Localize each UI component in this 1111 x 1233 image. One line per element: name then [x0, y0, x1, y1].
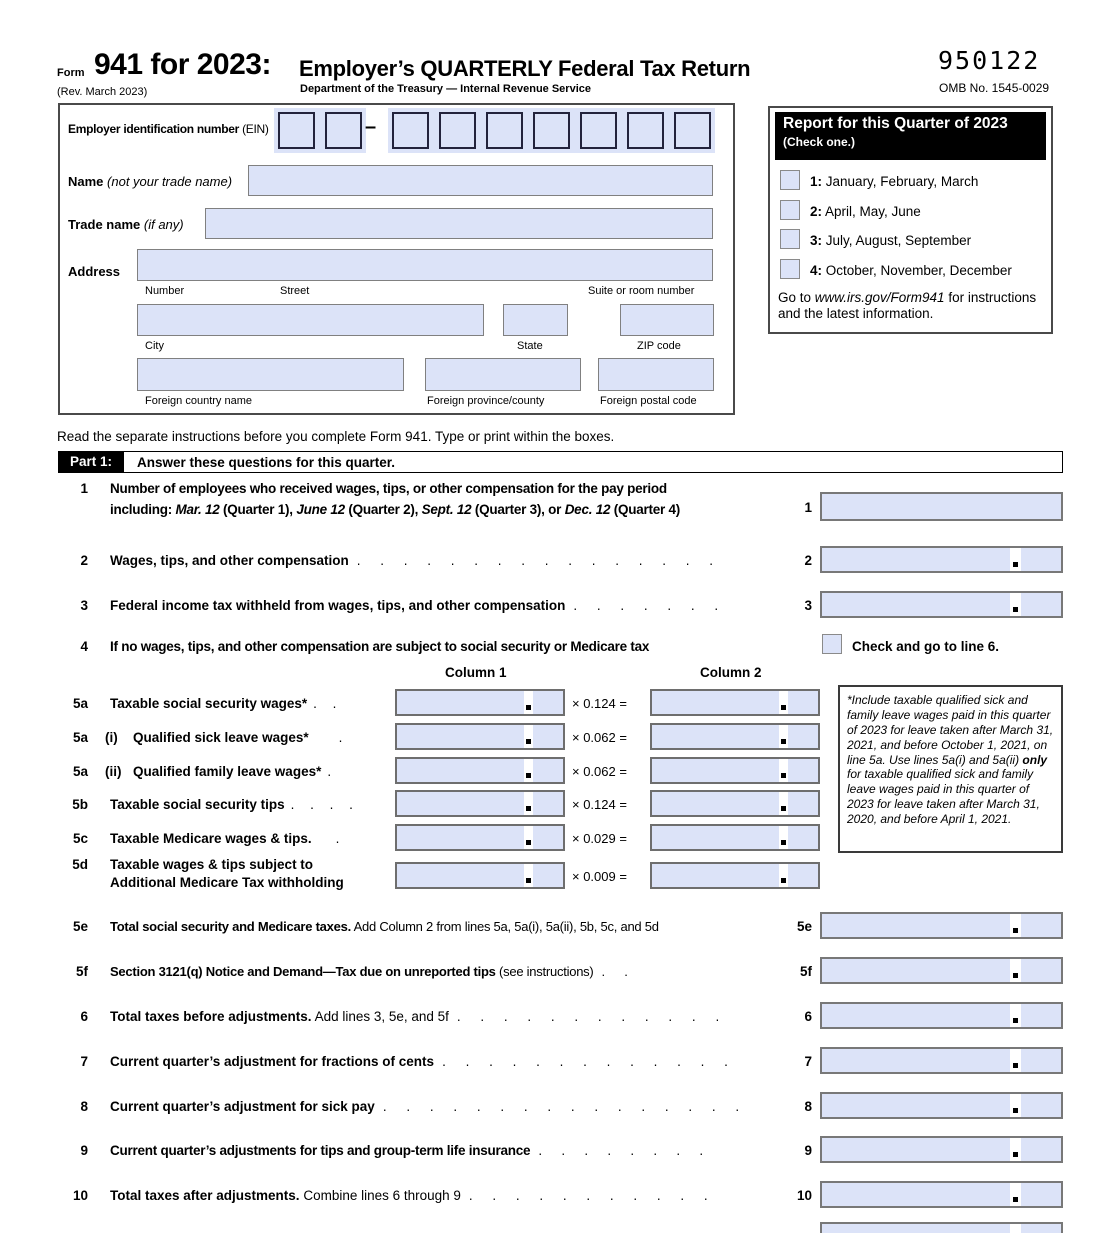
line1-text-row1: Number of employees who received wages, tips, or other compensation for the pay period — [110, 481, 667, 496]
decimal-point — [1013, 562, 1018, 567]
form-code: 950122 — [938, 46, 1041, 75]
line8-num: 8 — [80, 1099, 88, 1114]
address-sub-street: Street — [280, 285, 310, 297]
line6-num: 6 — [80, 1009, 88, 1024]
decimal-point — [1013, 1063, 1018, 1068]
line8-text — [110, 1099, 739, 1114]
ein-digit-box[interactable] — [533, 112, 570, 149]
line9-label: Current quarter’s adjustments for tips and group-term life insurance — [110, 1143, 531, 1158]
line10-label-rest: Combine lines 6 through 9 — [299, 1188, 461, 1203]
line5b-mult: × 0.124 = — [572, 797, 627, 812]
line5c-mult: × 0.029 = — [572, 831, 627, 846]
column1-header: Column 1 — [445, 665, 507, 680]
quarter-goto-text — [778, 290, 1046, 323]
form-title: Employer’s QUARTERLY Federal Tax Return — [299, 56, 751, 81]
line7-dots: . . . . . . . . . . . . . — [442, 1054, 728, 1069]
quarter-4-num: 4: — [810, 263, 823, 278]
cents-divider — [1010, 548, 1021, 571]
line1-num: 1 — [80, 481, 88, 496]
form-rev: (Rev. March 2023) — [57, 86, 148, 98]
line3-ref: 3 — [804, 598, 812, 613]
line5c-col2-field[interactable] — [650, 824, 820, 851]
line5a-dots: . . — [313, 696, 337, 711]
line2-text — [110, 553, 713, 568]
line5ai-text — [133, 730, 342, 745]
ein-digit-box[interactable] — [580, 112, 617, 149]
foreign-country-field[interactable] — [137, 358, 404, 391]
line5ai-dots: . — [338, 730, 343, 745]
column2-header: Column 2 — [700, 665, 762, 680]
line7-num: 7 — [80, 1054, 88, 1069]
decimal-point — [1013, 1197, 1018, 1202]
decimal-point — [1013, 1108, 1018, 1113]
line6-ref: 6 — [804, 1009, 812, 1024]
line4-checkbox[interactable] — [822, 634, 842, 654]
line5c-text — [110, 831, 339, 846]
line5e-num: 5e — [72, 919, 88, 934]
line5a-label: Taxable social security wages* — [110, 696, 308, 711]
foreign-postal-sublabel: Foreign postal code — [600, 395, 697, 407]
line9-text — [110, 1143, 703, 1158]
ein-digit-box[interactable] — [439, 112, 476, 149]
decimal-point — [526, 773, 531, 778]
ein-label-paren: (EIN) — [239, 122, 269, 136]
address-street-field[interactable] — [137, 249, 713, 281]
city-field[interactable] — [137, 304, 484, 336]
ein-dash: – — [365, 116, 377, 138]
line5b-col1-field[interactable] — [395, 790, 565, 817]
quarter-3-num: 3: — [810, 233, 823, 248]
ein-digit-box[interactable] — [278, 112, 315, 149]
line5c-dots: . — [335, 831, 340, 846]
line2-label: Wages, tips, and other compensation — [110, 553, 349, 568]
quarter-2-label: April, May, June — [825, 204, 921, 219]
quarter-panel-title: Report for this Quarter of 2023 — [783, 115, 1008, 132]
line5d-mult: × 0.009 = — [572, 869, 627, 884]
quarter-panel-subtitle: (Check one.) — [783, 135, 856, 149]
line10-amount-field[interactable] — [820, 1181, 1063, 1208]
read-instructions-text: Read the separate instructions before you complete Form 941. Type or print within the boxes. — [57, 429, 615, 444]
footnote-post: for taxable qualified sick and family leave wages paid in this quarter of 2023 for leave taken after March 31, 2020, and before April 1, 2021. — [847, 767, 1040, 826]
ein-digit-box[interactable] — [392, 112, 429, 149]
quarter-3-label: July, August, September — [825, 233, 972, 248]
decimal-point — [781, 773, 786, 778]
line6-label-rest: Add lines 3, 5e, and 5f — [311, 1009, 449, 1024]
line8-amount-field[interactable] — [820, 1092, 1063, 1119]
decimal-point — [1013, 607, 1018, 612]
line10-num: 10 — [72, 1188, 88, 1203]
line5e-amount-field[interactable] — [820, 912, 1063, 939]
quarter-4-label: October, November, December — [825, 263, 1012, 278]
line9-num: 9 — [80, 1143, 88, 1158]
line5aii-mult: × 0.062 = — [572, 764, 627, 779]
line1-text-row2 — [110, 502, 680, 517]
ein-digit-box[interactable] — [486, 112, 523, 149]
cents-divider — [1010, 593, 1021, 616]
line5b-label: Taxable social security tips — [110, 797, 285, 812]
line5e-text — [110, 919, 659, 934]
line5aii-col2-field[interactable] — [650, 757, 820, 784]
decimal-point — [781, 878, 786, 883]
line4-check-label: Check and go to line 6. — [852, 639, 1000, 654]
goto-pre: Go to — [778, 290, 815, 305]
line1-i1: Mar. 12 — [175, 502, 220, 517]
line8-ref: 8 — [804, 1099, 812, 1114]
cents-divider — [779, 792, 788, 815]
line5a-col1-field[interactable] — [395, 689, 565, 716]
decimal-point — [526, 705, 531, 710]
cents-divider — [1010, 914, 1021, 937]
decimal-point — [1013, 1018, 1018, 1023]
line2-ref: 2 — [804, 553, 812, 568]
ein-label — [68, 122, 269, 136]
line5ai-mult: × 0.062 = — [572, 730, 627, 745]
quarter-2-checkbox[interactable] — [780, 200, 800, 220]
foreign-province-field[interactable] — [425, 358, 581, 391]
decimal-point — [1013, 928, 1018, 933]
line5aii-col1-field[interactable] — [395, 757, 565, 784]
cents-divider — [1010, 1183, 1021, 1206]
line1-p3: (Quarter 3), or — [471, 502, 565, 517]
cents-divider — [1010, 1049, 1021, 1072]
line5e-ref: 5e — [796, 919, 812, 934]
line5d-num: 5d — [72, 857, 88, 872]
line5a-num: 5a — [72, 696, 88, 711]
line6-label-bold: Total taxes before adjustments. — [110, 1009, 312, 1024]
ein-digit-box[interactable] — [674, 112, 711, 149]
state-field[interactable] — [503, 304, 568, 336]
line10-dots: . . . . . . . . . . . — [468, 1188, 708, 1203]
decimal-point — [1013, 1152, 1018, 1157]
decimal-point — [781, 705, 786, 710]
zip-field[interactable] — [620, 304, 714, 336]
address-sub-suite: Suite or room number — [588, 285, 695, 297]
line2-amount-field[interactable] — [820, 546, 1063, 573]
line10-label-bold: Total taxes after adjustments. — [110, 1188, 300, 1203]
decimal-point — [781, 806, 786, 811]
line2-num: 2 — [80, 553, 88, 568]
line11-amount-field-partial[interactable] — [820, 1222, 1063, 1233]
line5aii-dots: . — [327, 764, 332, 779]
quarter-1-num: 1: — [810, 174, 823, 189]
cents-divider — [524, 725, 533, 748]
line5d-col1-field[interactable] — [395, 862, 565, 889]
name-label-bold: Name — [68, 174, 104, 189]
line5d-label1: Taxable wages & tips subject to — [110, 857, 314, 872]
cents-divider — [1010, 1094, 1021, 1117]
footnote-pre: *Include taxable qualified sick and family leave wages paid in this quarter of 2023 for leave taken after March 31, 2021, and before October 1, 2021, on line 5a. Use lines 5a(i) and 5a(ii) — [847, 693, 1054, 767]
address-sub-number: Number — [145, 285, 185, 297]
decimal-point — [526, 739, 531, 744]
cents-divider — [1010, 1138, 1021, 1161]
omb-number: OMB No. 1545-0029 — [939, 81, 1050, 95]
line1-i2: June 12 — [296, 502, 345, 517]
ein-field-group1 — [274, 108, 366, 153]
line5ai-col1-field[interactable] — [395, 723, 565, 750]
line5f-amount-field[interactable] — [820, 957, 1063, 984]
line5a-footnote — [838, 685, 1063, 853]
foreign-postal-field[interactable] — [598, 358, 714, 391]
name-field[interactable] — [248, 165, 713, 196]
cents-divider — [524, 864, 533, 887]
line5e-label-rest: Add Column 2 from lines 5a, 5a(i), 5a(ii), 5b, 5c, and 5d — [350, 919, 659, 934]
ein-digit-box[interactable] — [627, 112, 664, 149]
line5f-text — [110, 964, 628, 979]
cents-divider — [779, 725, 788, 748]
line5b-text — [110, 797, 353, 812]
quarter-1-option — [810, 174, 978, 189]
goto-post: for instructions and the latest information. — [778, 290, 1037, 322]
line5c-label: Taxable Medicare wages & tips. — [110, 831, 312, 846]
quarter-1-label: January, February, March — [825, 174, 979, 189]
line2-dots: . . . . . . . . . . . . . . . . — [356, 553, 714, 568]
city-sublabel: City — [145, 340, 164, 352]
quarter-4-option — [810, 263, 1012, 278]
quarter-3-checkbox[interactable] — [780, 229, 800, 249]
form-word: Form — [57, 67, 85, 79]
line5ai-col2-field[interactable] — [650, 723, 820, 750]
name-label — [68, 174, 232, 189]
line8-dots: . . . . . . . . . . . . . . . . — [382, 1099, 740, 1114]
line4-num: 4 — [80, 639, 88, 654]
line5aii-text — [133, 764, 331, 779]
line5d-col2-field[interactable] — [650, 862, 820, 889]
decimal-point — [781, 840, 786, 845]
ein-digit-box[interactable] — [325, 112, 362, 149]
line5ai-num: 5a — [72, 730, 88, 745]
line5f-dots: . . — [601, 964, 628, 979]
line5f-label-rest: (see instructions) — [495, 964, 594, 979]
line5aii-num: 5a — [72, 764, 88, 779]
foreign-country-sublabel: Foreign country name — [145, 395, 252, 407]
line5a-col2-field[interactable] — [650, 689, 820, 716]
cents-divider — [779, 864, 788, 887]
cents-divider — [779, 691, 788, 714]
quarter-3-option — [810, 233, 971, 248]
line5f-num: 5f — [75, 964, 88, 979]
line5a-mult: × 0.124 = — [572, 696, 627, 711]
line5ai-sub: (i) — [105, 730, 118, 745]
line1-count-field[interactable] — [820, 492, 1063, 521]
line6-amount-field[interactable] — [820, 1002, 1063, 1029]
line5aii-sub: (ii) — [105, 764, 122, 779]
part1-bar — [58, 451, 1063, 473]
line5b-dots: . . . . — [290, 797, 353, 812]
trade-name-field[interactable] — [205, 208, 713, 239]
cents-divider — [524, 691, 533, 714]
line3-amount-field[interactable] — [820, 591, 1063, 618]
zip-sublabel: ZIP code — [637, 340, 681, 352]
cents-divider — [1010, 1004, 1021, 1027]
decimal-point — [1013, 973, 1018, 978]
line5c-col1-field[interactable] — [395, 824, 565, 851]
line10-text — [110, 1188, 708, 1203]
line5d-label2: Additional Medicare Tax withholding — [110, 875, 344, 890]
line1-p2: (Quarter 2), — [344, 502, 422, 517]
line5f-label-bold: Section 3121(q) Notice and Demand—Tax due on unreported tips — [110, 964, 496, 979]
quarter-4-checkbox[interactable] — [780, 259, 800, 279]
line5b-num: 5b — [72, 797, 88, 812]
line1-p4: (Quarter 4) — [610, 502, 681, 517]
form-number: 941 for 2023: — [94, 48, 271, 81]
address-label: Address — [68, 264, 121, 279]
cents-divider — [524, 792, 533, 815]
line3-dots: . . . . . . . — [573, 598, 719, 613]
footnote-bold: only — [1022, 752, 1048, 767]
decimal-point — [781, 739, 786, 744]
line5ai-label: Qualified sick leave wages* — [133, 730, 309, 745]
decimal-point — [526, 878, 531, 883]
foreign-province-sublabel: Foreign province/county — [427, 395, 545, 407]
cents-divider — [779, 826, 788, 849]
decimal-point — [526, 806, 531, 811]
part1-title: Answer these questions for this quarter. — [137, 455, 396, 470]
cents-divider — [779, 759, 788, 782]
line9-ref: 9 — [804, 1143, 812, 1158]
line1-p1: (Quarter 1), — [219, 502, 297, 517]
line5a-text — [110, 696, 336, 711]
quarter-2-num: 2: — [810, 204, 823, 219]
line5b-col2-field[interactable] — [650, 790, 820, 817]
ein-field-group2 — [388, 108, 715, 153]
ein-label-bold: Employer identification number — [68, 122, 240, 136]
line7-ref: 7 — [804, 1054, 812, 1069]
line4-label: If no wages, tips, and other compensation are subject to social security or Medicare tax — [110, 639, 650, 654]
line10-ref: 10 — [796, 1188, 812, 1203]
line1-p0: including: — [110, 502, 176, 517]
line7-label: Current quarter’s adjustment for fractions of cents — [110, 1054, 435, 1069]
cents-divider — [524, 826, 533, 849]
trade-name-label-italic: (if any) — [140, 217, 184, 232]
line6-dots: . . . . . . . . . . . . — [456, 1009, 720, 1024]
line7-amount-field[interactable] — [820, 1047, 1063, 1074]
cents-divider — [1010, 1224, 1021, 1233]
line5f-ref: 5f — [799, 964, 812, 979]
quarter-2-option — [810, 204, 921, 219]
trade-name-label — [68, 217, 184, 232]
line1-ref: 1 — [804, 500, 812, 515]
line1-i4: Dec. 12 — [564, 502, 611, 517]
line7-text — [110, 1054, 728, 1069]
quarter-1-checkbox[interactable] — [780, 170, 800, 190]
cents-divider — [524, 759, 533, 782]
line3-text — [110, 598, 718, 613]
line1-i3: Sept. 12 — [421, 502, 472, 517]
part1-label: Part 1: — [58, 451, 124, 473]
form-dept: Department of the Treasury — Internal Revenue Service — [300, 83, 591, 95]
line5e-label-bold: Total social security and Medicare taxes. — [110, 919, 351, 934]
line8-label: Current quarter’s adjustment for sick pay — [110, 1099, 375, 1114]
state-sublabel: State — [517, 340, 543, 352]
name-label-italic: (not your trade name) — [103, 174, 233, 189]
line9-amount-field[interactable] — [820, 1136, 1063, 1163]
line5aii-label: Qualified family leave wages* — [133, 764, 322, 779]
trade-name-label-bold: Trade name — [68, 217, 141, 232]
quarter-panel-header — [775, 112, 1046, 160]
line5c-num: 5c — [72, 831, 88, 846]
line3-num: 3 — [80, 598, 88, 613]
line6-text — [110, 1009, 719, 1024]
cents-divider — [1010, 959, 1021, 982]
goto-link: www.irs.gov/Form941 — [814, 290, 945, 305]
line3-label: Federal income tax withheld from wages, tips, and other compensation — [110, 598, 566, 613]
decimal-point — [526, 840, 531, 845]
line9-dots: . . . . . . . . — [538, 1143, 703, 1158]
